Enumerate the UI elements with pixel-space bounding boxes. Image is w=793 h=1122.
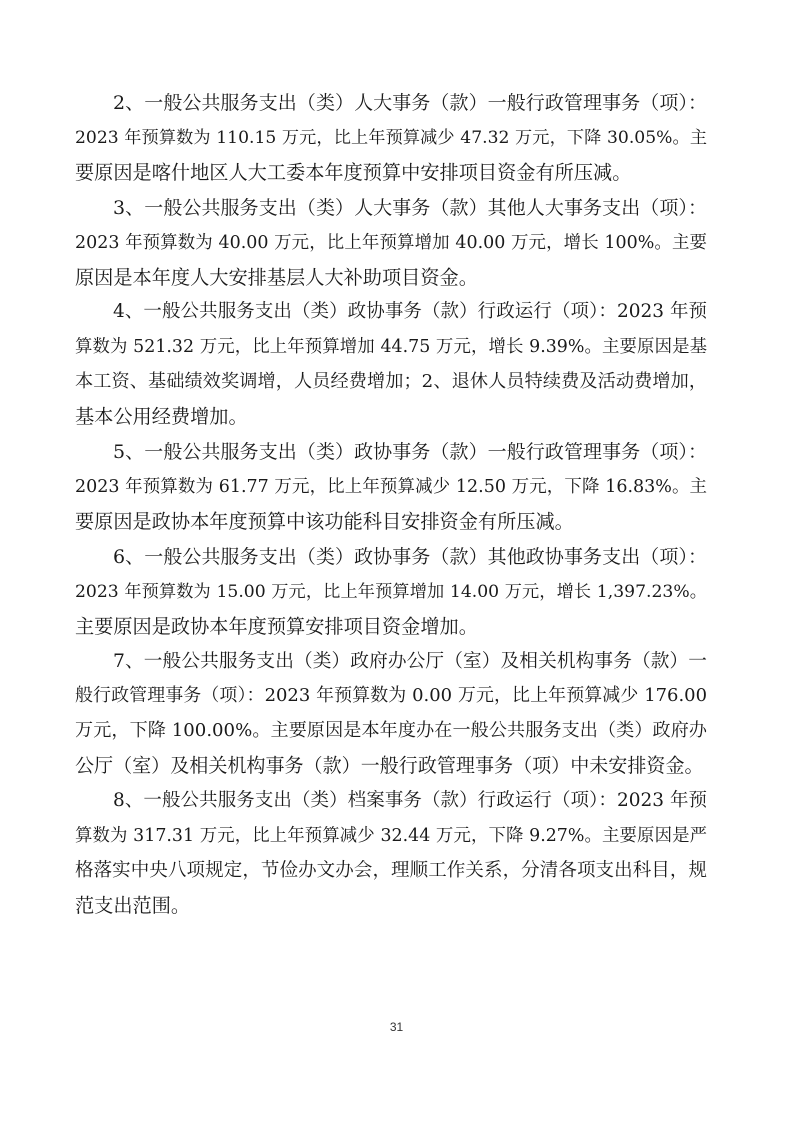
paragraph-line: 主要原因是政协本年度预算安排项目资金增加。	[75, 614, 478, 638]
paragraph	[75, 540, 707, 645]
paragraph-line: 基本公用经费增加。	[75, 405, 248, 429]
page-number: 31	[389, 1020, 404, 1034]
paragraph-line: 2023 年预算数为 40.00 万元，比上年预算增加 40.00 万元，增长 100%。主要	[75, 232, 707, 253]
paragraph	[75, 86, 707, 191]
paragraph-line: 6、一般公共服务支出（类）政协事务（款）其他政协事务支出（项）：	[113, 545, 707, 568]
paragraph	[75, 295, 707, 435]
paragraph-line: 2023 年预算数为 61.77 万元，比上年预算减少 12.50 万元，下降 16.83%。主	[75, 476, 707, 497]
paragraph-line: 万元，下降 100.00%。主要原因是本年度办在一般公共服务支出（类）政府办	[75, 720, 707, 742]
paragraph-line: 范支出范围。	[75, 893, 191, 917]
paragraph-line: 格落实中央八项规定，节俭办文办会，理顺工作关系，分清各项支出科目，规	[75, 859, 707, 881]
paragraph-line: 8、一般公共服务支出（类）档案事务（款）行政运行（项）：2023 年预	[113, 790, 707, 812]
paragraph-line: 3、一般公共服务支出（类）人大事务（款）其他人大事务支出（项）：	[113, 196, 707, 219]
paragraph-line: 算数为 317.31 万元，比上年预算减少 32.44 万元，下降 9.27%。主要原因是严	[75, 826, 707, 847]
paragraph-line: 要原因是喀什地区人大工委本年度预算中安排项目资金有所压减。	[75, 160, 632, 184]
paragraph-line: 算数为 521.32 万元，比上年预算增加 44.75 万元，增长 9.39%。主要原因是基	[75, 337, 707, 358]
paragraph-line: 本工资、基础绩效奖调增，人员经费增加；2、退休人员特续费及活动费增加，	[75, 371, 707, 393]
paragraph-line: 5、一般公共服务支出（类）政协事务（款）一般行政管理事务（项）：	[113, 441, 707, 464]
paragraph-line: 般行政管理事务（项）：2023 年预算数为 0.00 万元，比上年预算减少 176.00	[75, 685, 707, 707]
paragraph-line: 7、一般公共服务支出（类）政府办公厅（室）及相关机构事务（款）一	[113, 650, 707, 672]
paragraph	[75, 645, 707, 785]
paragraph	[75, 435, 707, 540]
paragraph-line: 2、一般公共服务支出（类）人大事务（款）一般行政管理事务（项）：	[113, 92, 707, 114]
paragraph-line: 2023 年预算数为 110.15 万元，比上年预算减少 47.32 万元，下降 30.05%。主	[75, 127, 707, 148]
paragraph-line: 4、一般公共服务支出（类）政协事务（款）行政运行（项）：2023 年预	[113, 301, 707, 323]
paragraph-line: 原因是本年度人大安排基层人大补助项目资金。	[75, 265, 478, 289]
paragraph	[75, 191, 707, 296]
document-body	[75, 86, 707, 924]
paragraph	[75, 784, 707, 924]
paragraph-line: 公厅（室）及相关机构事务（款）一般行政管理事务（项）中未安排资金。	[75, 755, 704, 778]
paragraph-line: 2023 年预算数为 15.00 万元，比上年预算增加 14.00 万元，增长 1,397.23%。	[75, 581, 707, 602]
paragraph-line: 要原因是政协本年度预算中该功能科目安排资金有所压减。	[75, 509, 574, 533]
